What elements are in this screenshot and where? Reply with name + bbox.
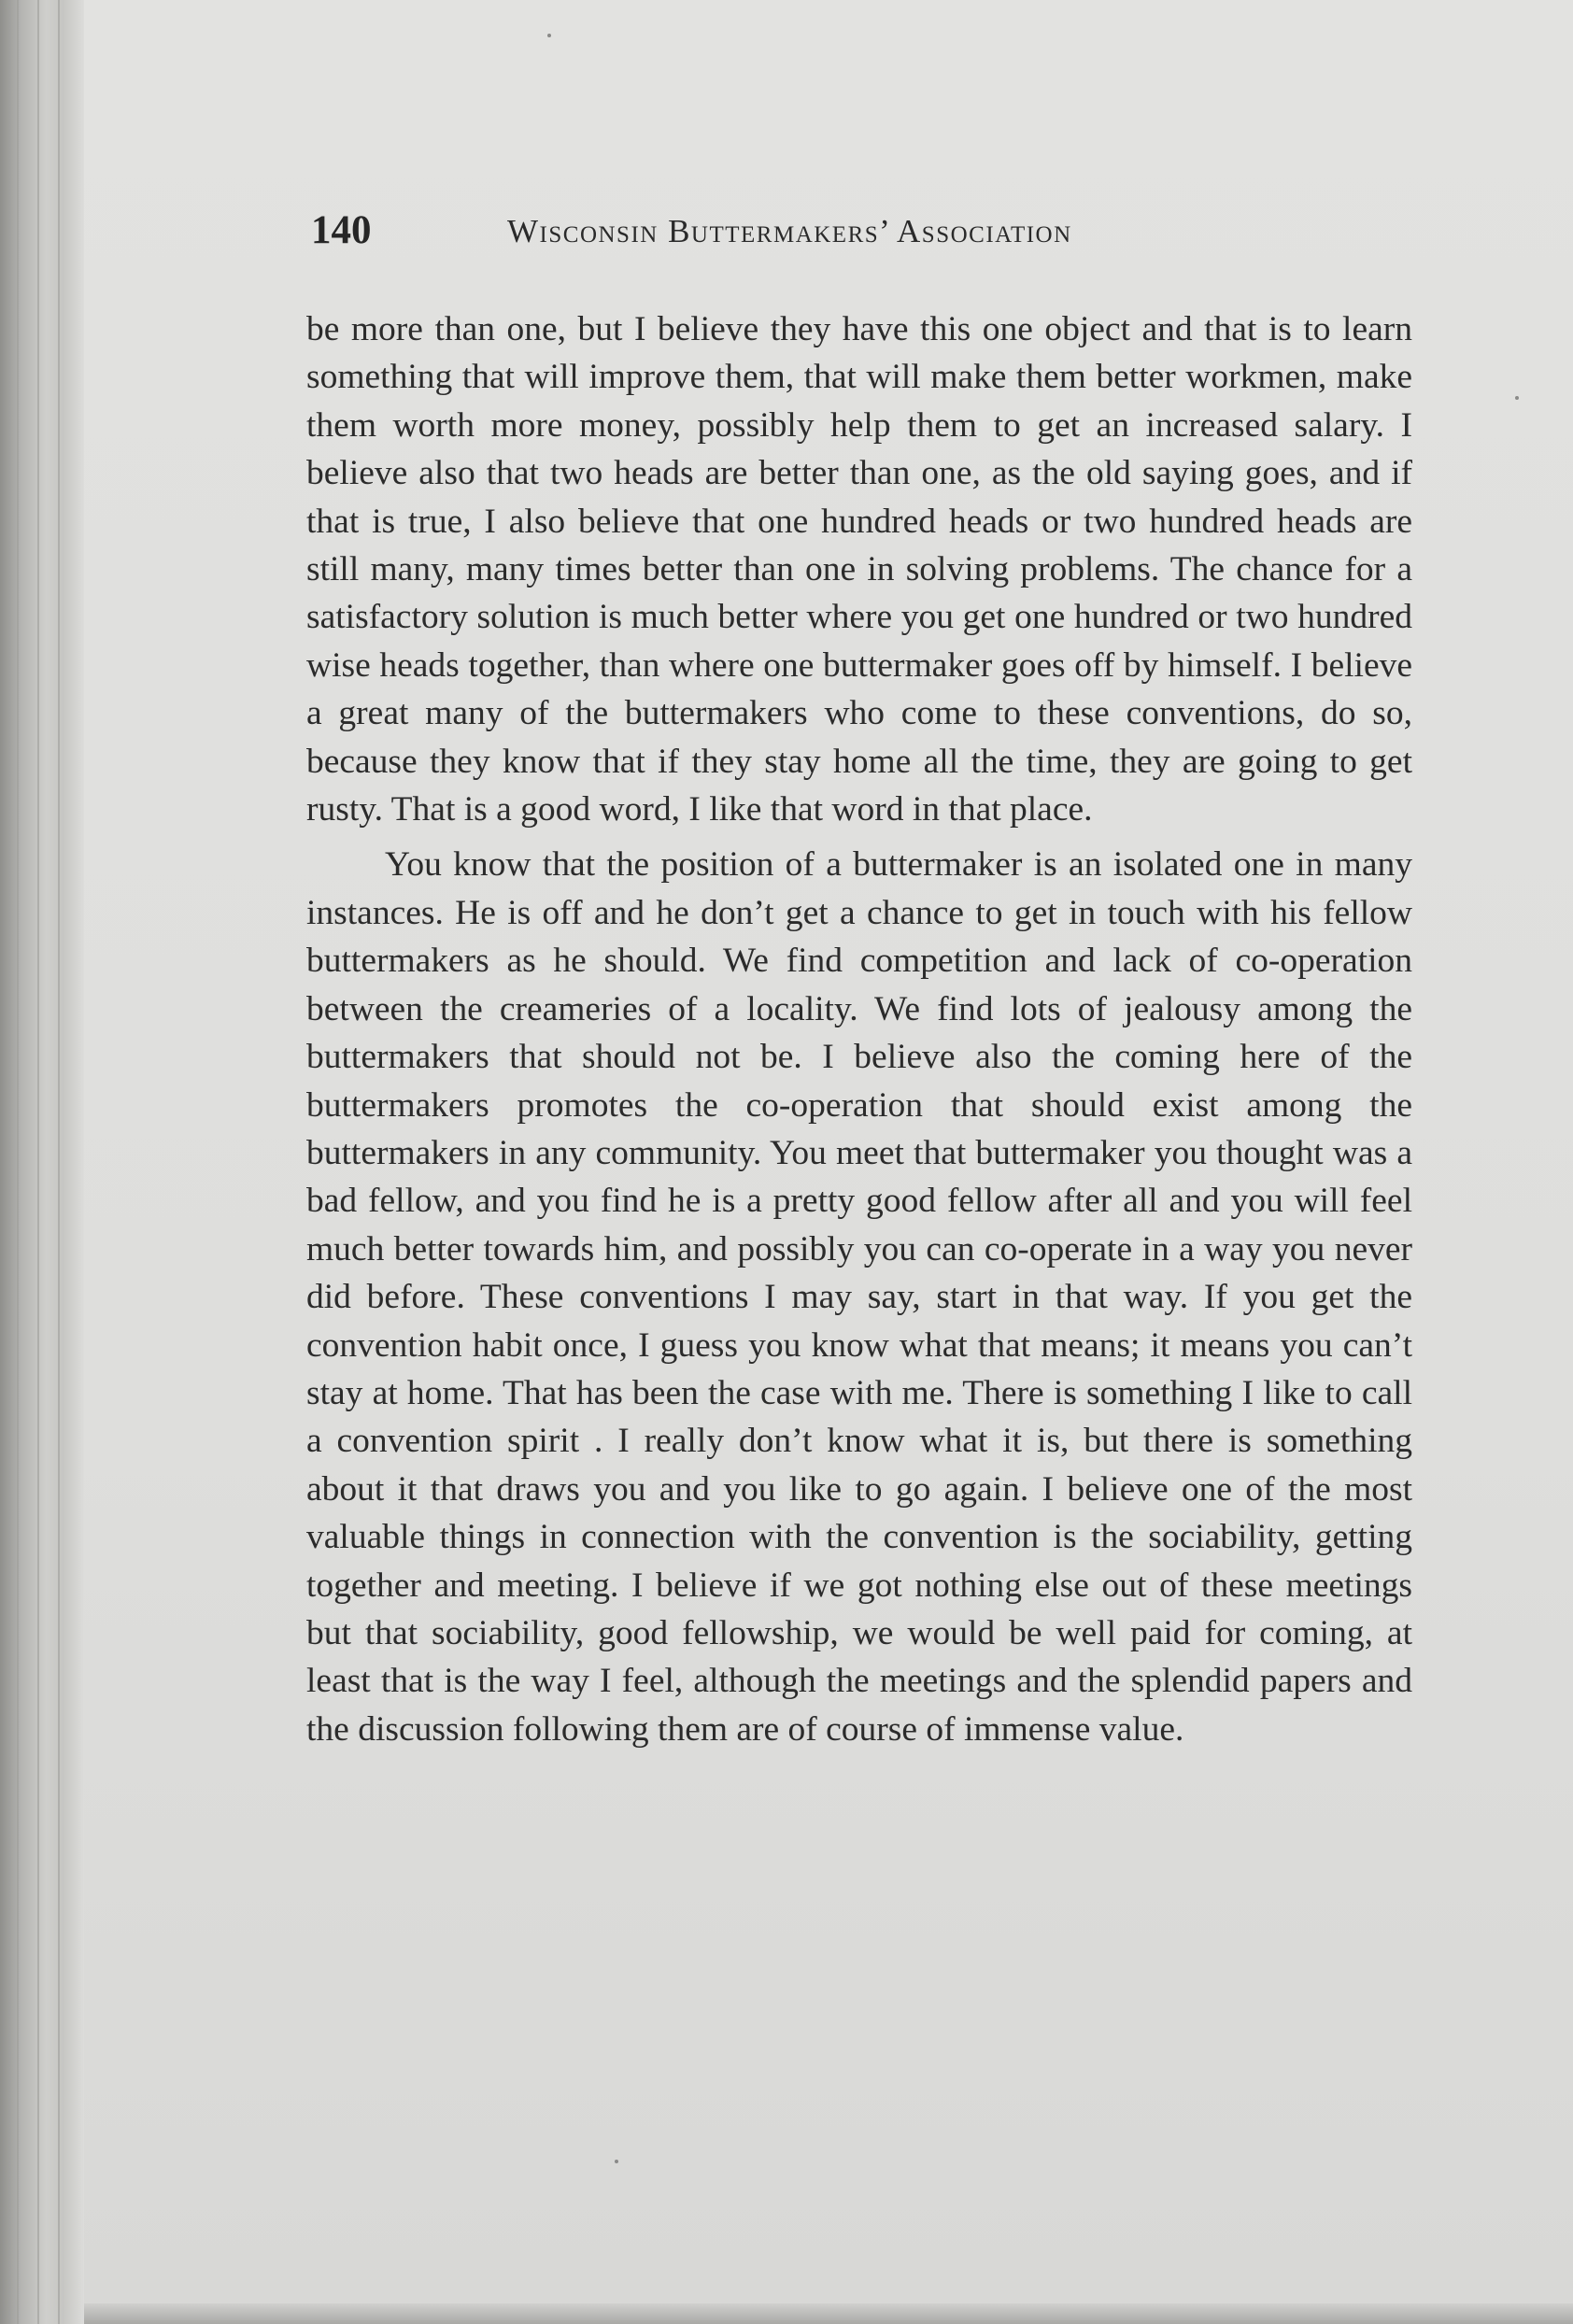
page-number: 140 [311, 208, 372, 252]
paragraph-2: You know that the position of a buttermaker is an isolated one in many instances. He is off and he don’t get a chance to get in touch with his fellow buttermakers as he should. We find competition and lack of co-operation between the creameries of a locality. We find lots of jealousy among the buttermakers that should not be. I believe also the coming here of the buttermakers promotes the co-operation that should exist among the buttermakers in any community. You meet that buttermaker you thought was a bad fellow, and you find he is a pretty good fellow after all and you will feel much better towards him, and possibly you can co-operate in a way you never did before. These conventions I may say, start in that way. If you get the convention habit once, I guess you know what that means; it means you can’t stay at home. That has been the case with me. There is something I like to call a convention spirit . I really don’t know what it is, but there is something about it that draws you and you like to go again. I believe one of the most valuable things in connection with the convention is the sociability, getting together and meeting. I believe if we got nothing else out of these meetings but that sociability, good fellowship, we would be well paid for coming, at least that is the way I feel, although the meetings and the splendid papers and the discussion following them are of course of immense value. [306, 845, 1412, 1749]
page-speck [547, 34, 551, 37]
page-speck [615, 2160, 618, 2163]
binding-line [17, 0, 19, 2324]
binding-line [58, 0, 60, 2324]
binding-line [37, 0, 39, 2324]
paragraph-1: be more than one, but I believe they have this one object and that is to learn something that will improve them, that will make them better workmen, make them worth more money, possibly help them to get an increased salary. I believe also that two heads are better than one, as the old saying goes, and if that is true, I also believe that one hundred heads or two hundred heads are still many, many times better than one in solving problems. The chance for a satisfactory solution is much better where you get one hundred or two hundred wise heads together, than where one buttermaker goes off by himself. I believe a great many of the buttermakers who come to these conventions, do so, because they know that if they stay home all the time, they are going to get rusty. That is a good word, I like that word in that place. [306, 310, 1412, 829]
running-head: Wisconsin Buttermakers’ Association [507, 213, 1072, 249]
page-bottom-edge [84, 2303, 1573, 2324]
page-speck [1515, 396, 1519, 400]
body-text [306, 305, 1412, 1753]
book-binding-edge [0, 0, 84, 2324]
page-header [311, 207, 1413, 263]
